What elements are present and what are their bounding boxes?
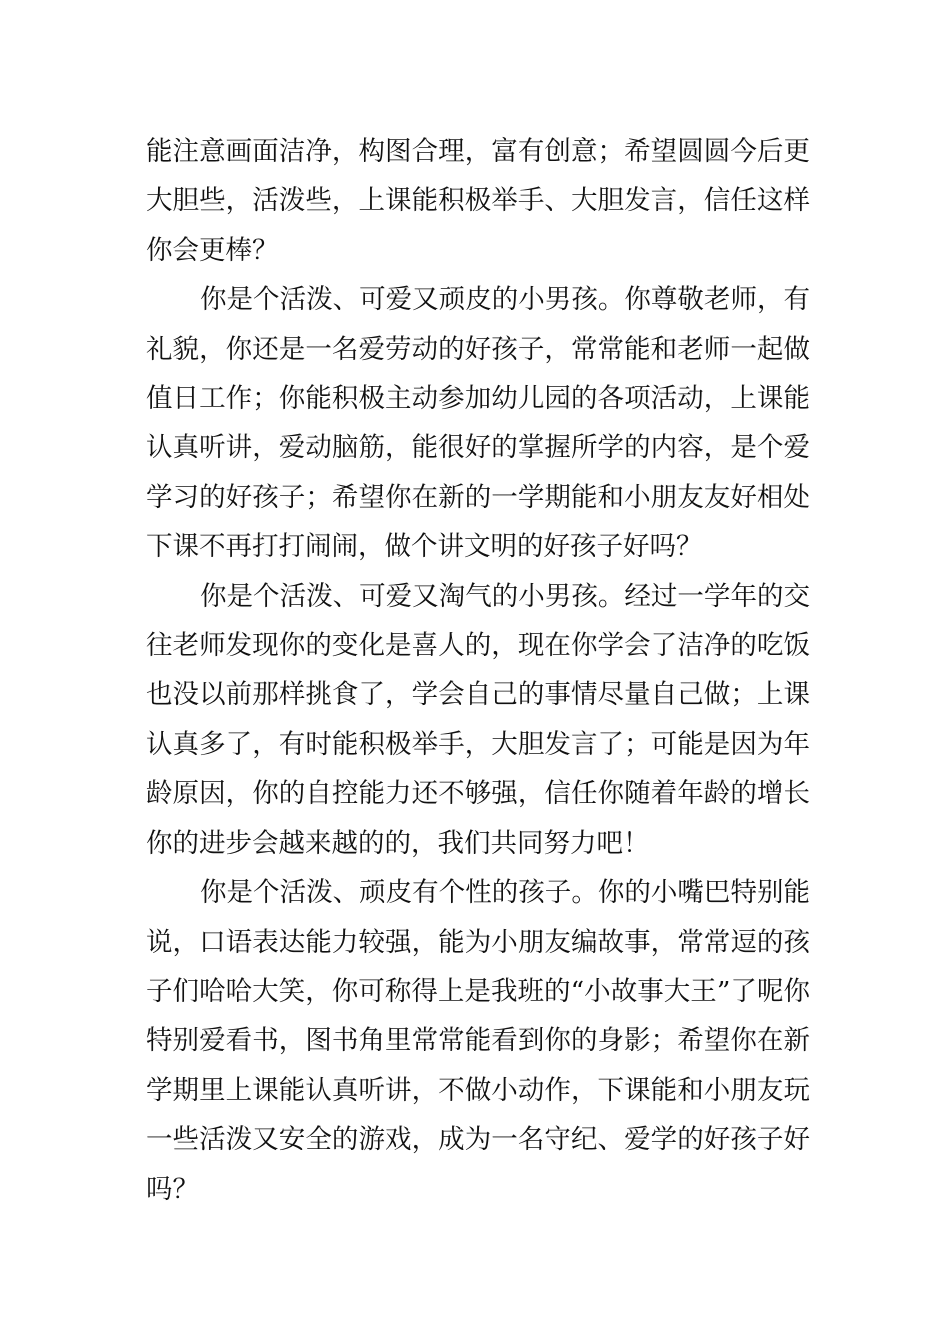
paragraph-continuation: 能注意画面洁净，构图合理，富有创意；希望圆圆今后更大胆些，活泼些，上课能积极举手、大胆发言，信任这样你会更棒？ [146,136,810,266]
paragraph: 你是个活泼、可爱又顽皮的小男孩。你尊敬老师，有礼貌，你还是一名爱劳动的好孩子，常常能和老师一起做值日工作；你能积极主动参加幼儿园的各项活动，上课能认真听讲，爱动脑筋，能很好的掌握所学的内容，是个爱学习的好孩子；希望你在新的一学期能和小朋友友好相处下课不再打打闹闹，做个讲文明的好孩子好吗？ [146,284,810,563]
paragraph: 你是个活泼、可爱又淘气的小男孩。经过一学年的交往老师发现你的变化是喜人的，现在你学会了洁净的吃饭也没以前那样挑食了，学会自己的事情尽量自己做；上课认真多了，有时能积极举手，大胆发言了；可能是因为年龄原因，你的自控能力还不够强，信任你随着年龄的增长你的进步会越来越的的，我们共同努力吧！ [146,580,810,859]
paragraph: 你是个活泼、顽皮有个性的孩子。你的小嘴巴特别能说，口语表达能力较强，能为小朋友编故事，常常逗的孩子们哈哈大笑，你可称得上是我班的“小故事大王”了呢你特别爱看书，图书角里常常能看到你的身影；希望你在新学期里上课能认真听讲，不做小动作，下课能和小朋友玩一些活泼又安全的游戏，成为一名守纪、爱学的好孩子好吗？ [146,877,810,1205]
document-body [146,127,810,1214]
